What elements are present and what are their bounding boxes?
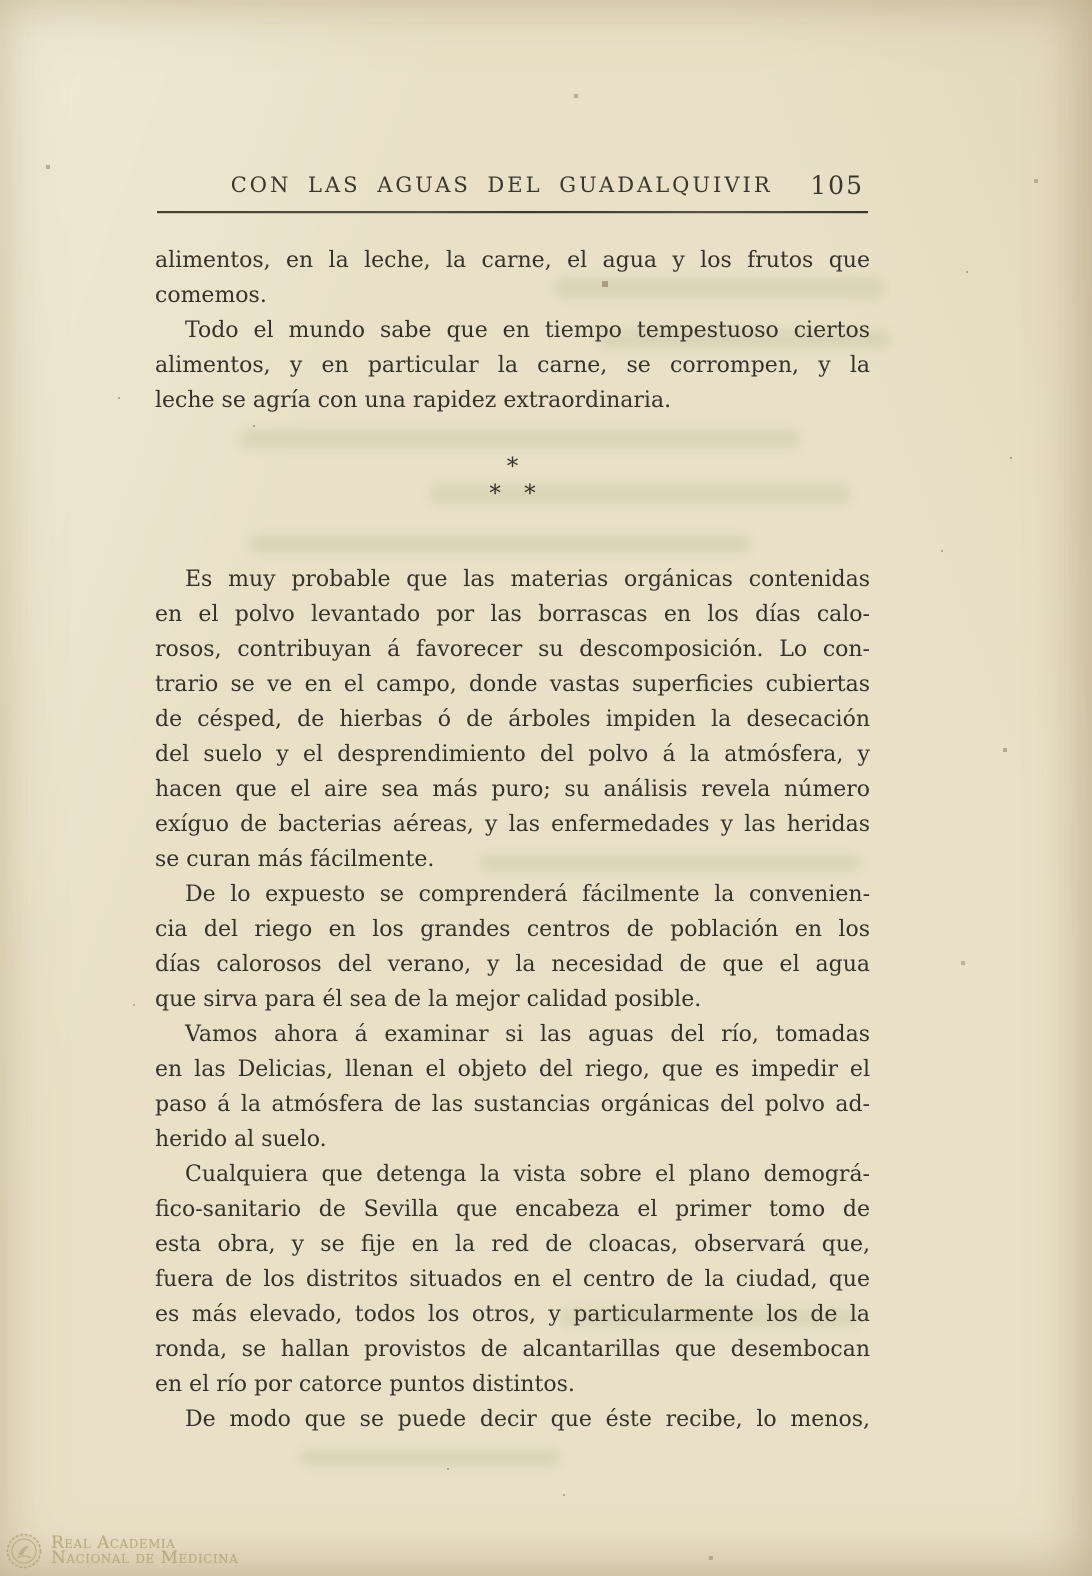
asterisk-divider [155,454,870,508]
watermark-subtitle: Nacional de Medicina [51,1548,239,1568]
text-line: comemos. [155,283,267,308]
paragraph [155,313,870,418]
watermark-text [51,1533,239,1568]
page-body [155,243,870,1437]
text-line: fuera de los distritos situados en el centro de la ciudad, que [155,1267,870,1292]
text-line: fico-sanitario de Sevilla que encabeza el primer tomo de [155,1197,870,1222]
text-line: herido al suelo. [155,1127,327,1152]
text-line: alimentos, y en particular la carne, se corrompen, y la [155,353,870,378]
text-line: días calorosos del verano, y la necesidad de que el agua [155,952,870,977]
page-number: 105 [810,171,864,200]
text-line: Todo el mundo sabe que en tiempo tempestuoso ciertos [185,318,870,343]
text-line: alimentos, en la leche, la carne, el agua y los frutos que [155,248,870,273]
text-line: es más elevado, todos los otros, y particularmente los de la [155,1302,870,1327]
text-line: en las Delicias, llenan el objeto del riego, que es impedir el [155,1057,870,1082]
text-line: hacen que el aire sea más puro; su análisis revela número [155,777,870,802]
text-line: De modo que se puede decir que éste recibe, lo menos, [185,1407,870,1432]
watermark [6,1533,238,1569]
running-title: CON LAS AGUAS DEL GUADALQUIVIR [230,173,773,197]
text-line: del suelo y el desprendimiento del polvo á la atmósfera, y [155,742,870,767]
text-line: Es muy probable que las materias orgánicas contenidas [185,567,870,592]
text-line: rosos, contribuyan á favorecer su descomposición. Lo con- [155,637,870,662]
paragraph [155,243,870,313]
paper-speckles [0,0,2,2]
text-line: leche se agría con una rapidez extraordinaria. [155,388,672,413]
text-line: cia del riego en los grandes centros de población en los [155,917,870,942]
text-line: en el polvo levantado por las borrascas en los días calo- [155,602,870,627]
text-line: Cualquiera que detenga la vista sobre el plano demográ- [185,1162,870,1187]
text-line: ronda, se hallan provistos de alcantarillas que desembocan [155,1337,870,1362]
text-line: paso á la atmósfera de las sustancias orgánicas del polvo ad- [155,1092,870,1117]
text-line: Vamos ahora á examinar si las aguas del río, tomadas [185,1022,870,1047]
text-line: que sirva para él sea de la mejor calidad posible. [155,987,702,1012]
paragraph [155,1402,870,1437]
text-line: se curan más fácilmente. [155,847,435,872]
paragraph [155,562,870,877]
paragraph [155,877,870,1017]
text-line: trario se ve en el campo, donde vastas superficies cubiertas [155,672,870,697]
text-line: de césped, de hierbas ó de árboles impiden la desecación [155,707,870,732]
text-line: en el río por catorce puntos distintos. [155,1372,575,1397]
paragraph [155,1017,870,1157]
text-line: esta obra, y se fije en la red de cloacas, observará que, [155,1232,870,1257]
showthrough-smudge [300,1450,560,1466]
watermark-title: Real Academia [51,1533,176,1553]
asterisk-pair: * * [489,481,536,507]
header-rule [157,211,868,213]
text-line: De lo expuesto se comprenderá fácilmente la convenien- [185,882,870,907]
asterisk-top: * [506,454,519,480]
paragraph [155,1157,870,1402]
text-line: exíguo de bacterias aéreas, y las enfermedades y las heridas [155,812,870,837]
page-header [155,173,870,205]
ranm-seal-icon [6,1533,42,1569]
